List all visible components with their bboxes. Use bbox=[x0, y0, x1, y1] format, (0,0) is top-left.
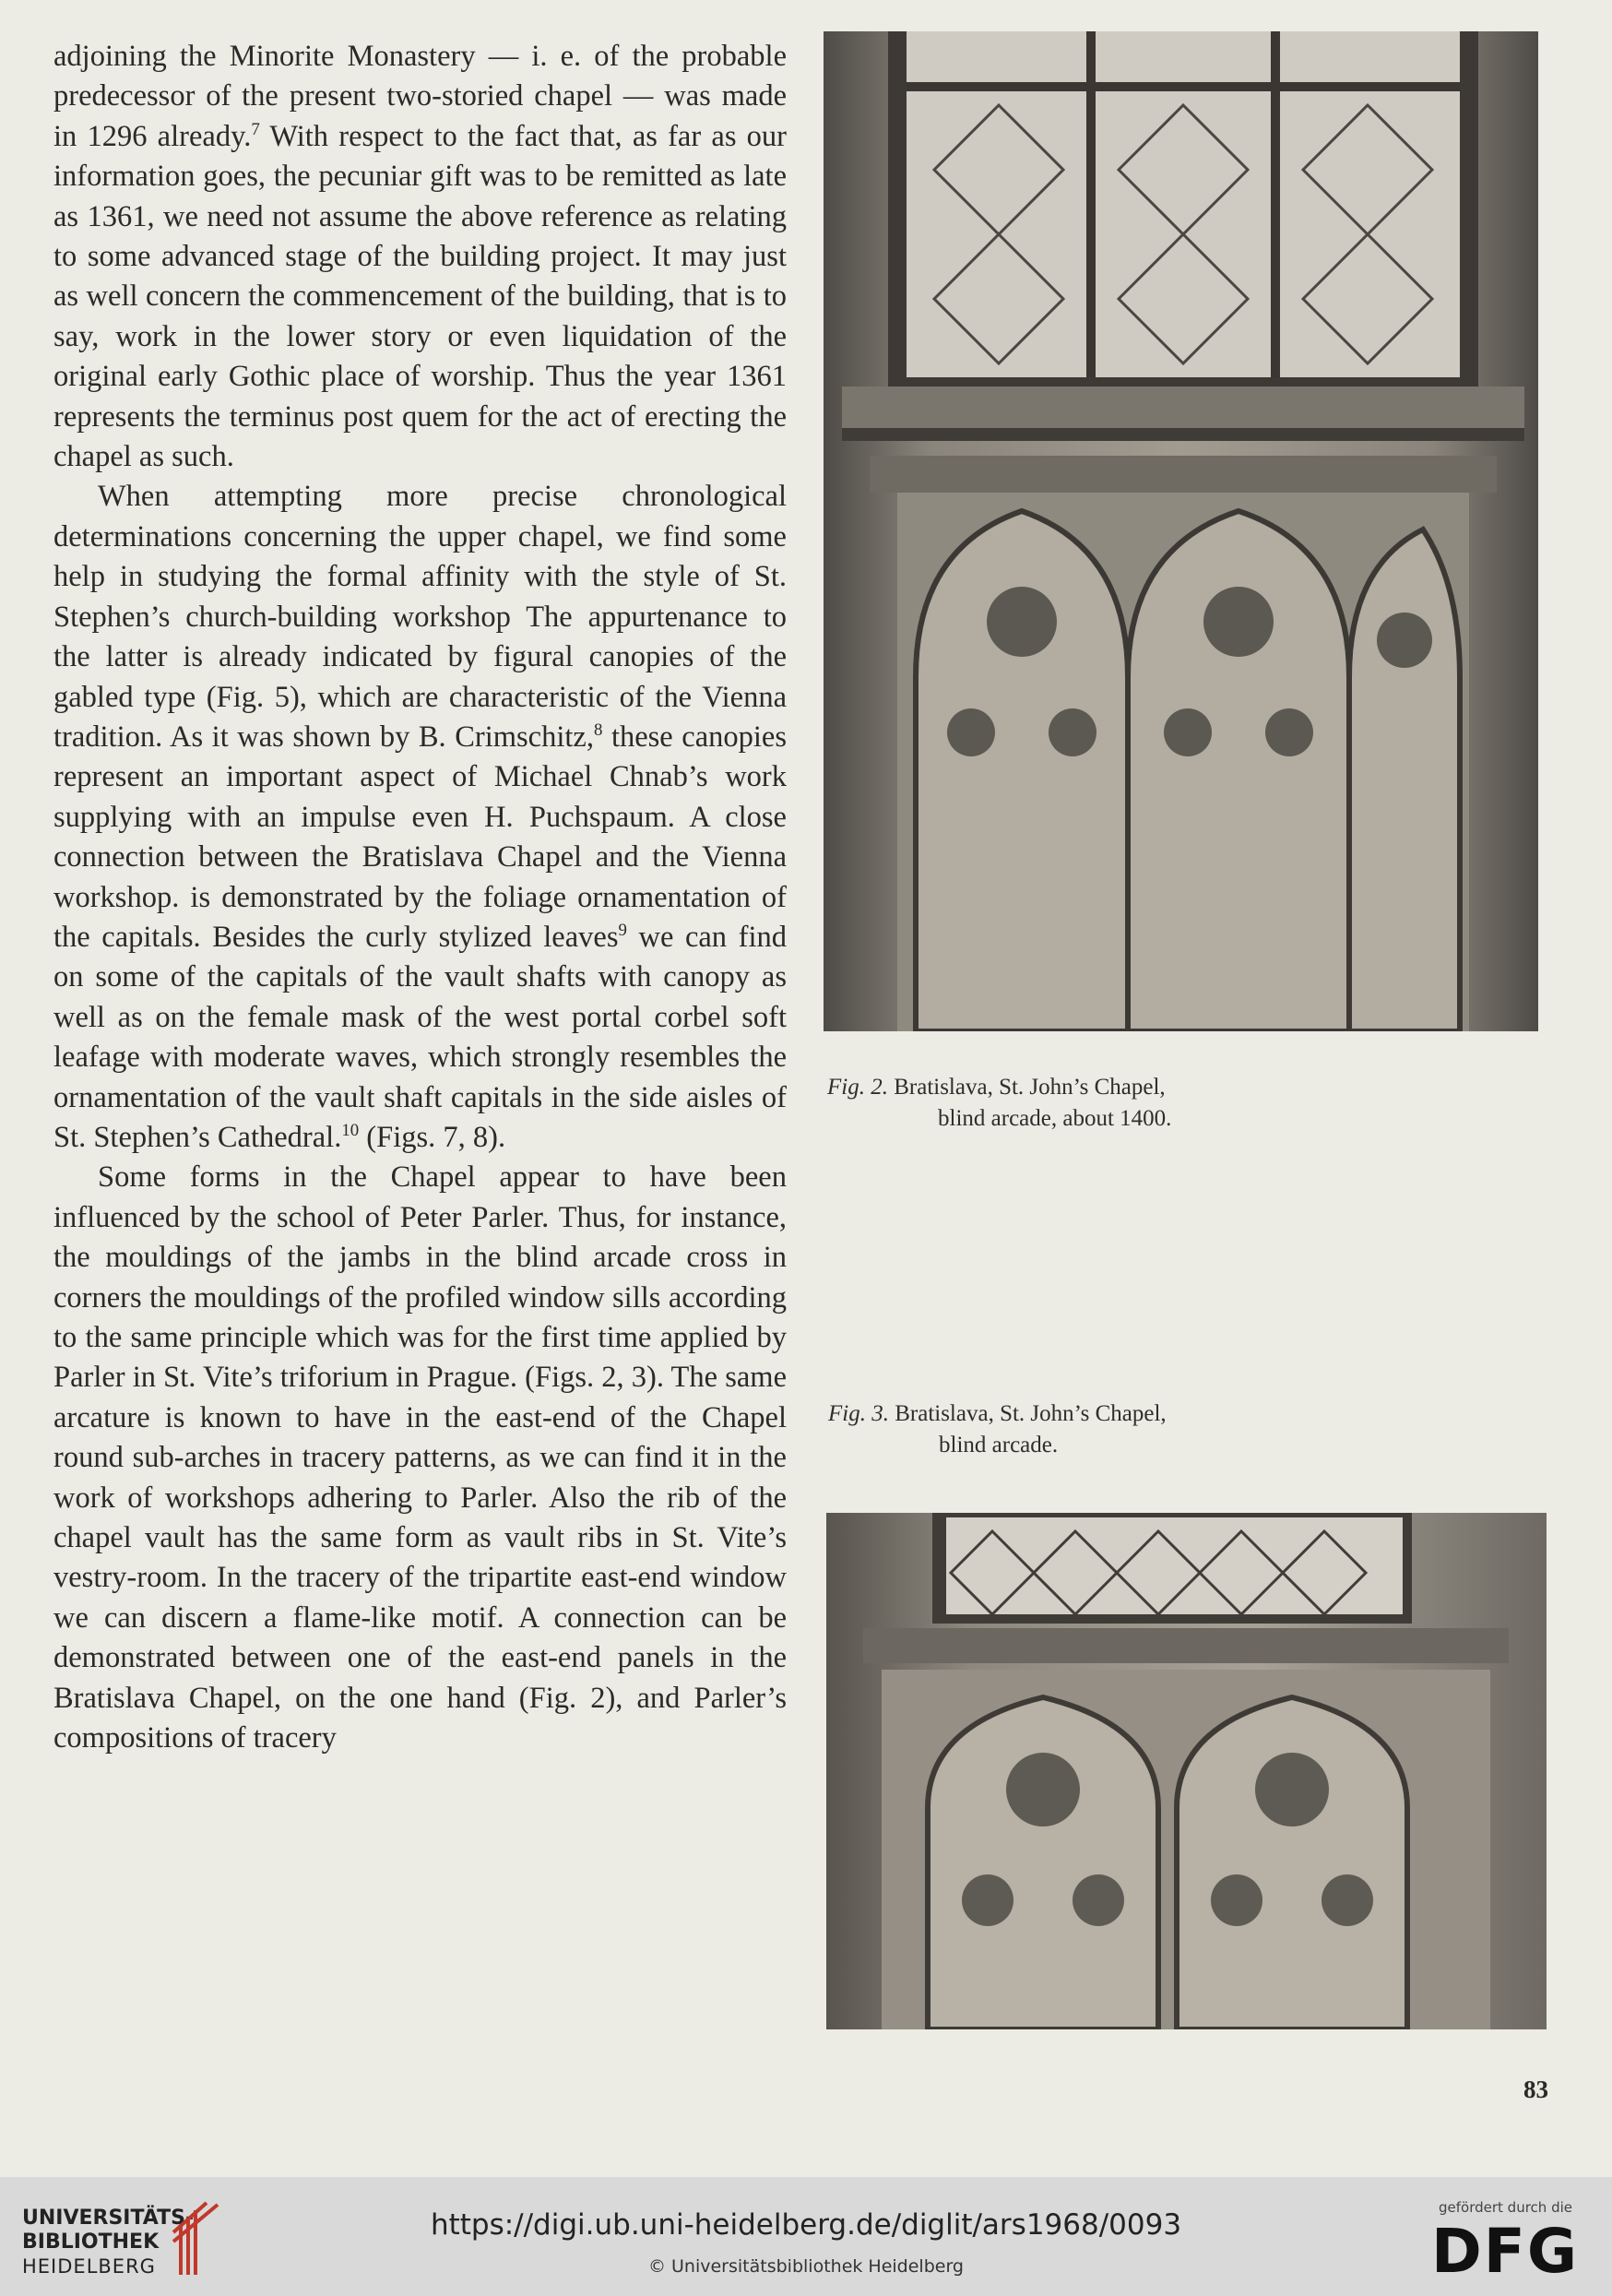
figure-3-label: Fig. 3. bbox=[828, 1401, 889, 1426]
dfg-logo: DFG bbox=[1431, 2216, 1580, 2287]
figure-2-label: Fig. 2. bbox=[827, 1075, 888, 1100]
blind-arcade-photo-icon bbox=[824, 31, 1538, 1031]
paragraph-1: adjoining the Minorite Monastery — i. e. of the probable predecessor of the present two-storied chapel — was made in 1296 already.$^7$ With respect to the fact that, as far as our information goes, the pecuniar gift was to be remitted as late as 1361, we need not assume the above reference as relating to some advanced stage of the building project. It may just as well concern the commencement of the building, that is to say, work in the lower story or even liquidation of the original early Gothic place of worship. Thus the year 1361 represents the terminus post quem for the act of erecting the chapel as such. bbox=[53, 40, 787, 474]
footer-bar bbox=[0, 2177, 1612, 2296]
figure-2-photo bbox=[824, 31, 1538, 1031]
document-url-link[interactable]: https://digi.ub.uni-heidelberg.de/diglit/ars1968/0093 bbox=[430, 2208, 1182, 2242]
page-number: 83 bbox=[1523, 2076, 1548, 2103]
blind-arcade-photo-icon bbox=[826, 1513, 1547, 2029]
figure-3-caption: Fig. 3. Bratislava, St. John’s Chapel, blind arcade. bbox=[828, 1401, 1167, 1457]
figure-3-photo bbox=[826, 1513, 1547, 2029]
footnote-ref-8[interactable]: 8 bbox=[593, 720, 603, 741]
copyright-notice: © Universitätsbibliothek Heidelberg bbox=[647, 2256, 964, 2277]
figure-2-caption: Fig. 2. Bratislava, St. John’s Chapel, blind arcade, about 1400. bbox=[827, 1075, 1172, 1131]
paragraph-3: Some forms in the Chapel appear to have been influenced by the school of Peter Parler. Thus, for instance, the mouldings of the jambs in the blind arcade cross in corners the mouldings of the profiled window sills according to the same principle which was for the first time applied by Parler in St. Vite’s triforium in Prague. (Figs. 2, 3). The same arcature is known to have in the east-end of the Chapel round sub-arches in tracery patterns, as we can find it in the work of workshops adhering to Parler. Also the rib of the chapel vault has the same form as vault ribs in St. Vite’s vestry-room. In the tracery of the tripartite east-end window we can discern a flame-like motif. A connection can be demonstrated between one of the east-end panels in the Bratislava Chapel, on the one hand (Fig. 2), and Parler’s compositions of tracery bbox=[53, 1160, 787, 1755]
footnote-ref-9[interactable]: 9 bbox=[618, 921, 627, 941]
body-text-column bbox=[53, 37, 787, 1758]
footnote-ref-10[interactable]: 10 bbox=[341, 1121, 360, 1141]
paragraph-2: When attempting more precise chronological determinations concerning the upper chapel, we find some help in studying the formal affinity with the style of St. Stephen’s church-building workshop The appurtenance to the latter is already indicated by figural canopies of the gabled type (Fig. 5), which are characteristic of the Vienna tradition. As it was shown by B. Crimschitz,$^8$ these canopies represent an important aspect of Michael Chnab’s work supplying with an impulse even H. Puchspaum. A close connection between the Bratislava Chapel and the Vienna workshop. is demonstrated by the foliage ornamentation of the capitals. Besides the curly stylized leaves$^9$ we can find on some of the capitals of the vault shafts with canopy as well as on the female mask of the west portal corbel soft leafage with moderate waves, which strongly resembles the ornamentation of the vault shaft capitals in the side aisles of St. Stephen’s Cathedral.$^{10}$ (Figs. 7, 8). bbox=[53, 480, 787, 1154]
library-name: UNIVERSITÄTS- BIBLIOTHEK HEIDELBERG bbox=[22, 2207, 195, 2278]
funding-note: gefördert durch die bbox=[1439, 2199, 1572, 2216]
footnote-ref-7[interactable]: 7 bbox=[251, 119, 260, 139]
